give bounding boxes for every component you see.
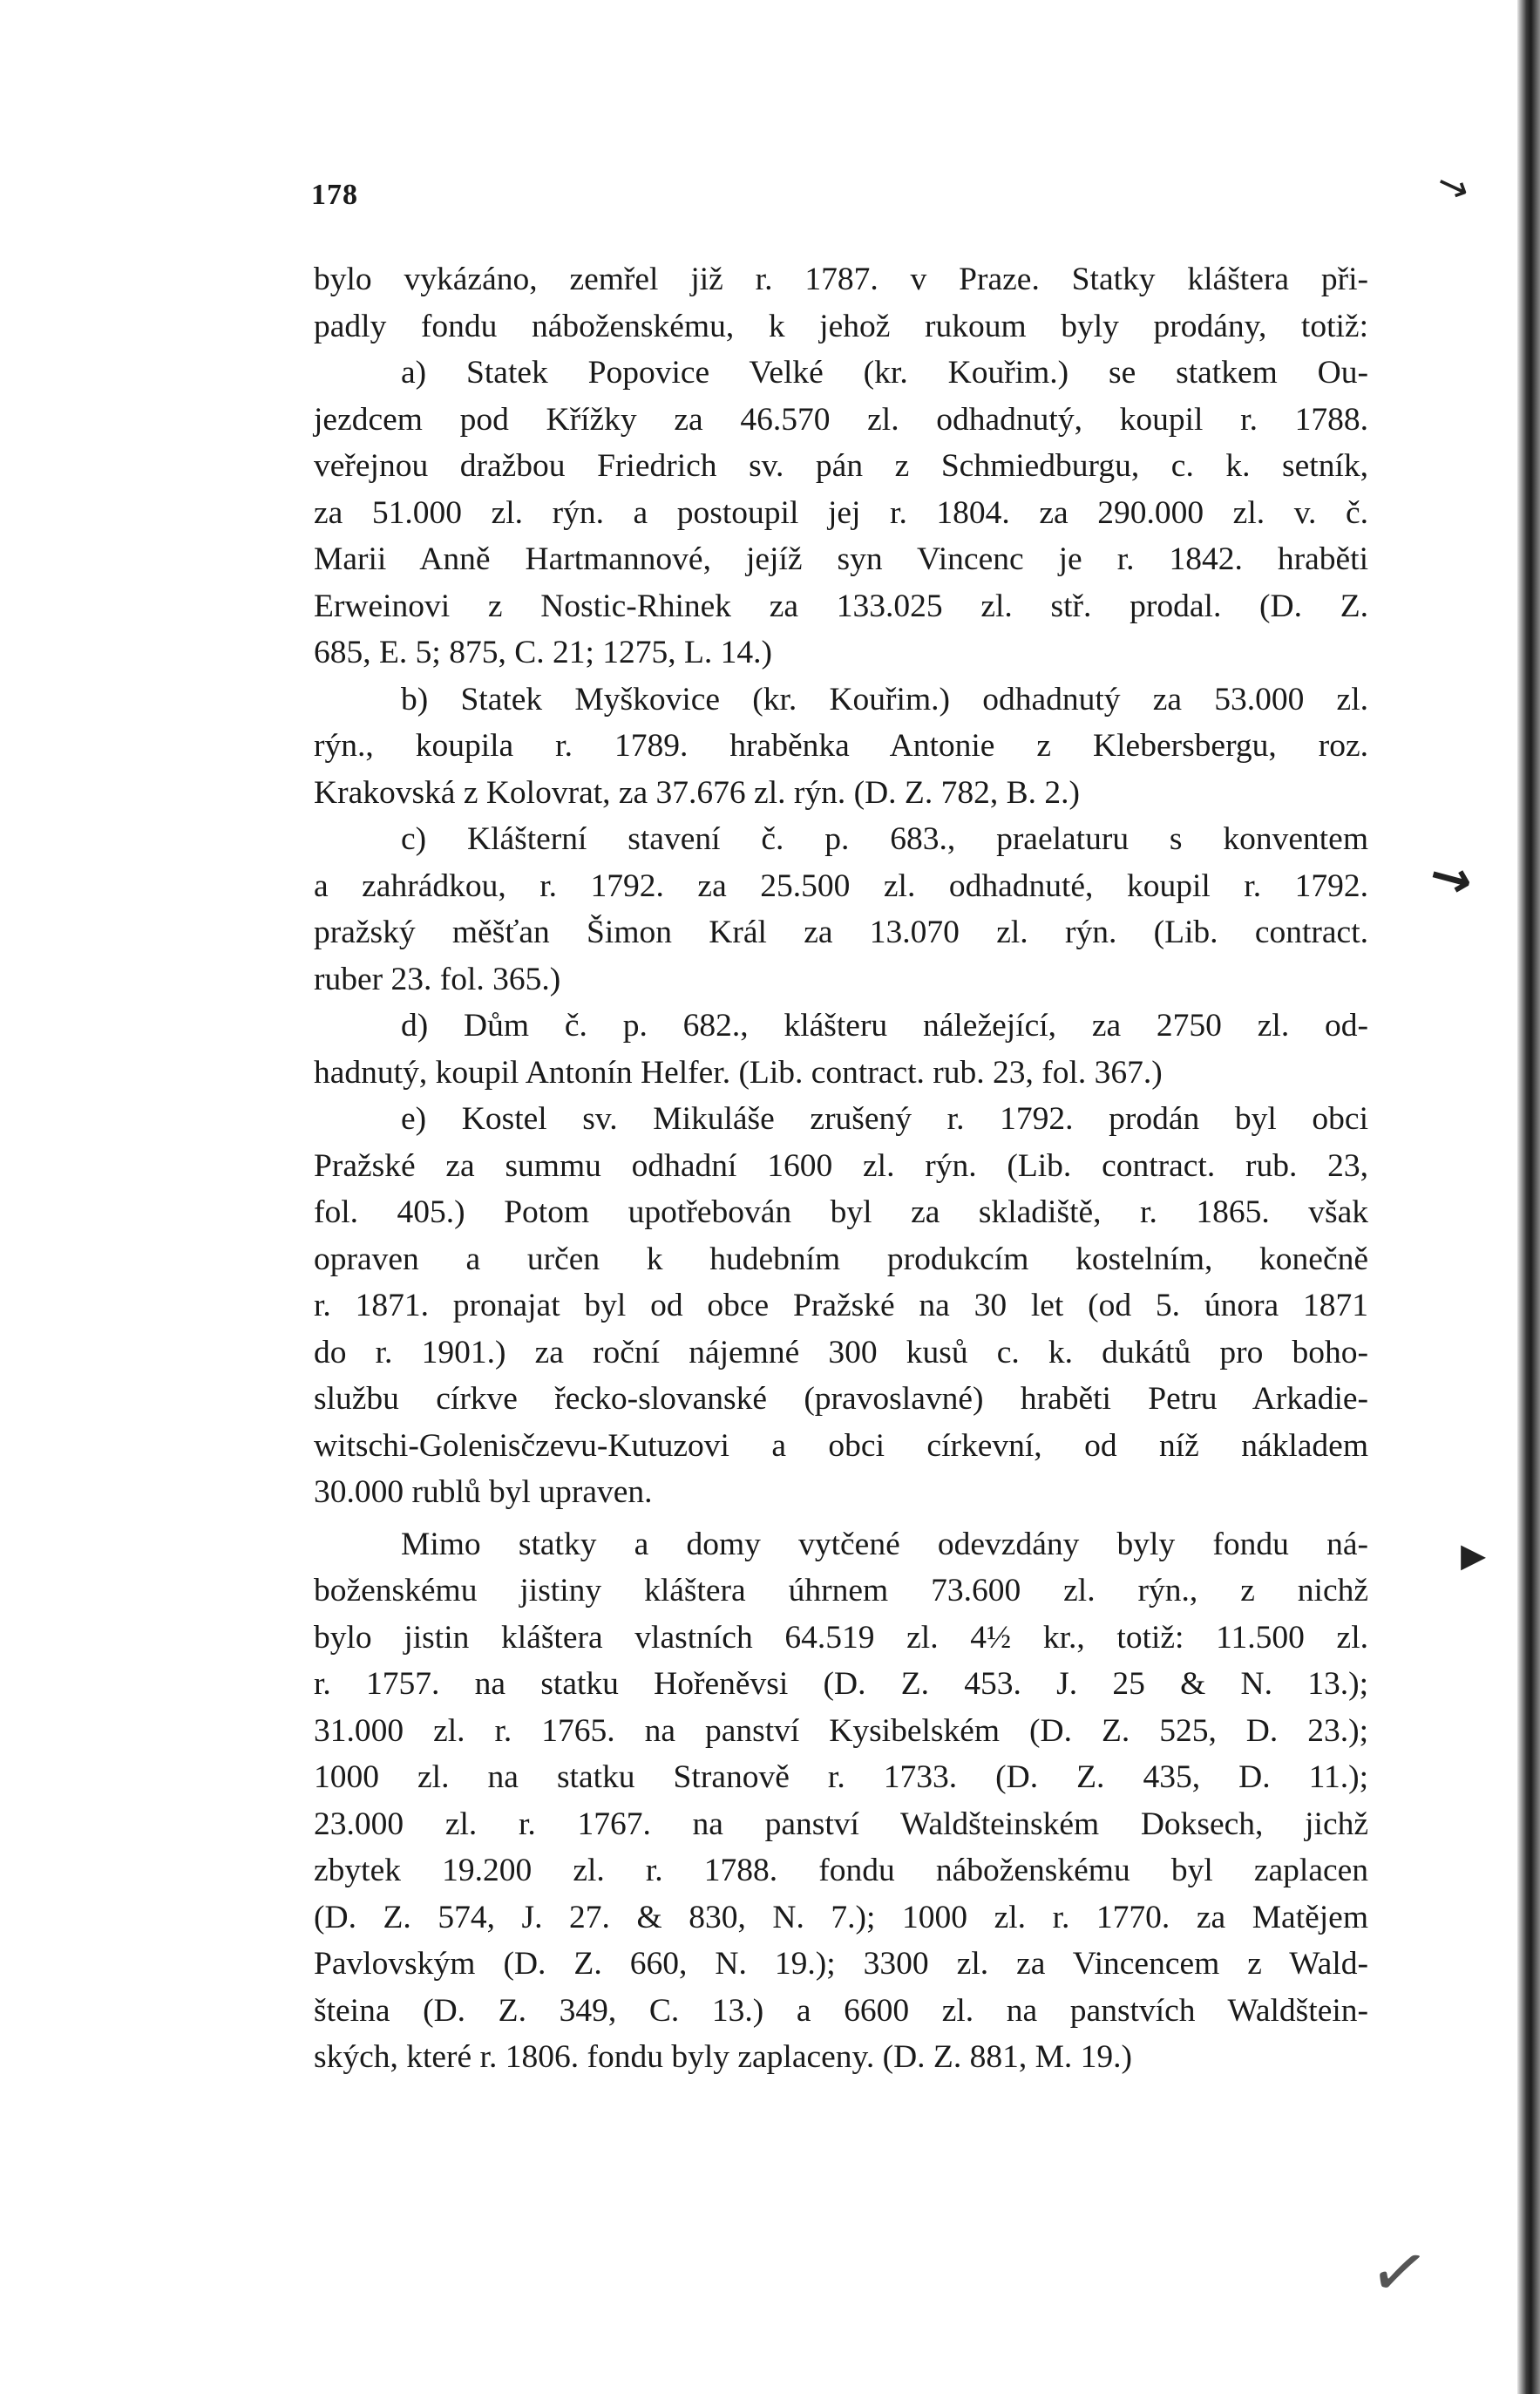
pencil-arrow-icon: ↘ [1417,843,1484,916]
text-line: b) Statek Myškovice (kr. Kouřim.) odhadnutý za 53.000 zl. [401,681,1368,718]
text-line: opraven a určen k hudebním produkcím kostelním, konečně [314,1241,1368,1277]
text-line: za 51.000 zl. rýn. a postoupil jej r. 1804. za 290.000 zl. v. č. [314,494,1368,531]
text-line: boženskému jistiny kláštera úhrnem 73.600 zl. rýn., z nichž [314,1573,1368,1608]
text-line: Mimo statky a domy vytčené odevzdány byly fondu ná- [401,1526,1368,1562]
text-line: 685, E. 5; 875, C. 21; 1275, L. 14.) [314,635,773,670]
text-line: a) Statek Popovice Velké (kr. Kouřim.) se statkem Ou- [401,355,1368,391]
page-number: 178 [311,179,358,211]
text-line: šteina (D. Z. 349, C. 13.) a 6600 zl. na panstvích Waldštein- [314,1992,1368,2029]
text-line: Pražské za summu odhadní 1600 zl. rýn. (Lib. contract. rub. 23, [314,1147,1368,1184]
text-line: pražský měšťan Šimon Král za 13.070 zl. rýn. (Lib. contract. [314,915,1368,950]
text-line: zbytek 19.200 zl. r. 1788. fondu náboženskému byl zaplacen [314,1853,1368,1888]
body-text [314,256,1368,2081]
pencil-check-icon: ✓ [1363,2227,1435,2318]
text-line: veřejnou dražbou Friedrich sv. pán z Schmiedburgu, c. k. setník, [314,448,1368,484]
text-line: 30.000 rublů byl upraven. [314,1474,653,1510]
text-line: bylo vykázáno, zemřel již r. 1787. v Praze. Statky kláštera při- [314,262,1368,297]
text-line: e) Kostel sv. Mikuláše zrušený r. 1792. prodán byl obci [401,1101,1368,1137]
text-line: fol. 405.) Potom upotřebován byl za skladiště, r. 1865. však [314,1194,1368,1230]
text-line: službu církve řecko-slovanské (pravoslavné) hraběti Petru Arkadie- [314,1381,1368,1417]
text-line: rýn., koupila r. 1789. hraběnka Antonie z Klebersbergu, roz. [314,728,1368,764]
text-line: r. 1757. na statku Hořeněvsi (D. Z. 453. J. 25 & N. 13.); [314,1666,1368,1702]
text-line: 31.000 zl. r. 1765. na panství Kysibelském (D. Z. 525, D. 23.); [314,1712,1368,1749]
text-line: jezdcem pod Křížky za 46.570 zl. odhadnutý, koupil r. 1788. [314,401,1368,438]
text-line: Pavlovským (D. Z. 660, N. 19.); 3300 zl. za Vincencem z Wald- [314,1946,1368,1982]
text-line: (D. Z. 574, J. 27. & 830, N. 7.); 1000 zl. r. 1770. za Matějem [314,1899,1368,1935]
text-line: d) Dům č. p. 682., klášteru náležející, za 2750 zl. od- [401,1008,1368,1044]
page-edge-shadow [1517,0,1540,2394]
text-line: ských, které r. 1806. fondu byly zaplaceny. (D. Z. 881, M. 19.) [314,2039,1133,2075]
text-line: Marii Anně Hartmannové, jejíž syn Vincenc je r. 1842. hraběti [314,541,1368,577]
text-line: padly fondu náboženskému, k jehož rukoum byly prodány, totiž: [314,308,1368,344]
text-line: hadnutý, koupil Antonín Helfer. (Lib. contract. rub. 23, fol. 367.) [314,1054,1163,1091]
text-line: bylo jistin kláštera vlastních 64.519 zl. 4½ kr., totiž: 11.500 zl. [314,1619,1368,1656]
text-line: a zahrádkou, r. 1792. za 25.500 zl. odhadnuté, koupil r. 1792. [314,867,1368,904]
text-line: r. 1871. pronajat byl od obce Pražské na 30 let (od 5. února 1871 [314,1288,1368,1323]
text-line: 1000 zl. na statku Stranově r. 1733. (D. Z. 435, D. 11.); [314,1759,1368,1795]
text-line: witschi-Golenisčzevu-Kutuzovi a obci církevní, od níž nákladem [314,1427,1368,1464]
pencil-pointer-icon: ▸ [1461,1524,1487,1583]
text-line: Erweinovi z Nostic-Rhinek za 133.025 zl. stř. prodal. (D. Z. [314,588,1368,624]
text-line: Krakovská z Kolovrat, za 37.676 zl. rýn. (D. Z. 782, B. 2.) [314,774,1080,811]
text-line: do r. 1901.) za roční nájemné 300 kusů c. k. dukátů pro boho- [314,1334,1368,1370]
text-line: ruber 23. fol. 365.) [314,961,561,997]
text-line: c) Klášterní stavení č. p. 683., praelaturu s konventem [401,821,1368,857]
pencil-mark-icon: ↘ [1429,160,1476,213]
text-line: 23.000 zl. r. 1767. na panství Waldšteinském Doksech, jichž [314,1806,1368,1842]
